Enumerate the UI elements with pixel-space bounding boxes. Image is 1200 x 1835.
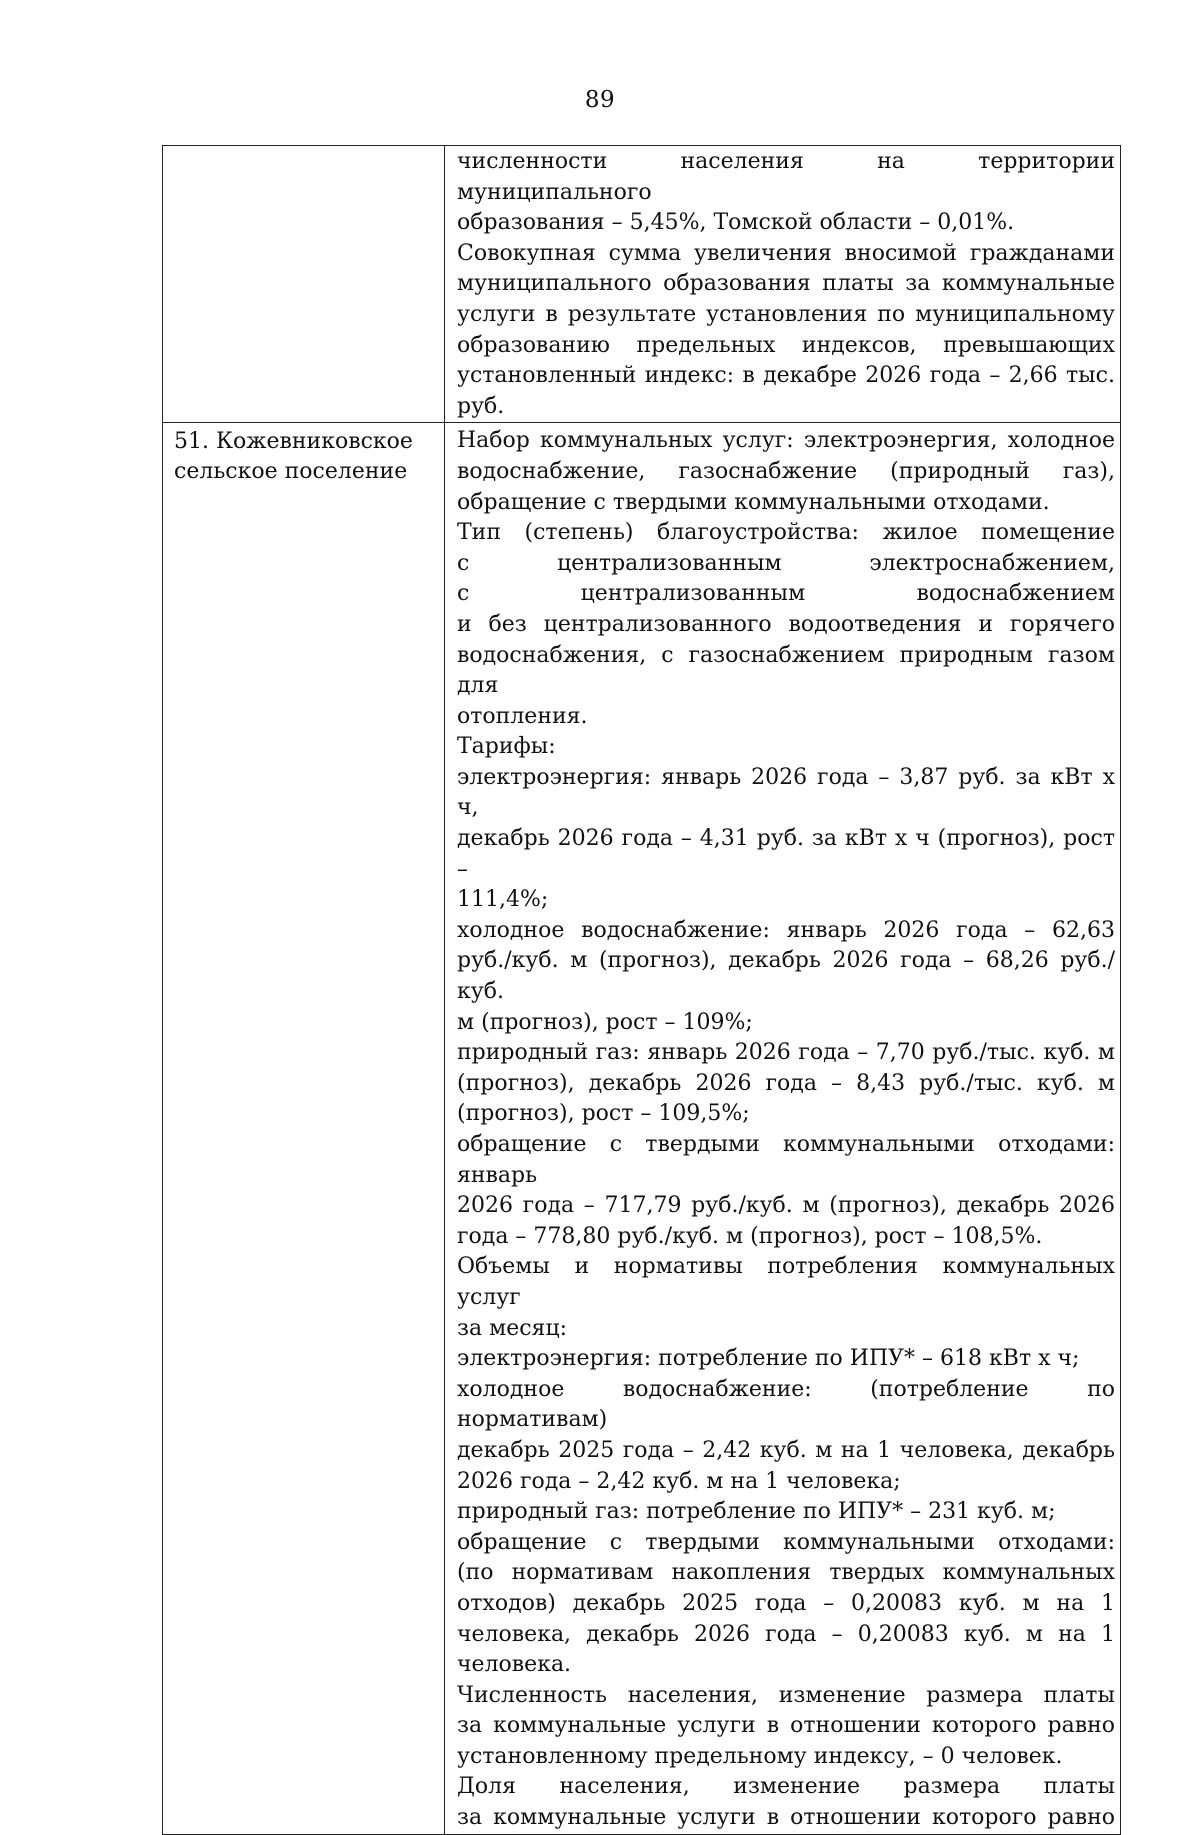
text-line: водоснабжение, газоснабжение (природный газ), (457, 458, 1115, 484)
text-line: Численность населения, изменение размера платы (457, 1682, 1115, 1708)
text-line: холодное водоснабжение: (потребление по нормативам) (457, 1376, 1115, 1433)
text-line: холодное водоснабжение: январь 2026 года – 62,63 (457, 917, 1115, 943)
description-cell (445, 423, 1121, 1834)
text-line: природный газ: январь 2026 года – 7,70 руб./тыс. куб. м (457, 1040, 1115, 1066)
description-cell (445, 146, 1121, 423)
municipality-name-line: сельское поселение (174, 459, 408, 485)
text-line: (по нормативам накопления твердых коммунальных (457, 1560, 1115, 1586)
text-line: образования – 5,45%, Томской области – 0,01%. (457, 210, 1015, 236)
text-line: отопления. (457, 703, 588, 729)
page-number: 89 (584, 87, 616, 113)
text-line: отходов) декабрь 2025 года – 0,20083 куб. м на 1 (457, 1590, 1115, 1616)
text-line: м (прогноз), рост – 109%; (457, 1009, 753, 1035)
tariff-table (162, 145, 1121, 1835)
text-line: установленному предельному индексу, – 0 человек. (457, 1743, 1063, 1769)
text-line: Тарифы: (457, 734, 556, 760)
text-line: Набор коммунальных услуг: электроэнергия, холодное (457, 428, 1115, 454)
table-row (163, 423, 1121, 1834)
text-line: численности населения на территории муниципального (457, 149, 1115, 205)
text-line: человека. (457, 1652, 572, 1678)
text-line: человека, декабрь 2026 года – 0,20083 куб. м на 1 (457, 1621, 1115, 1647)
text-line: (прогноз), декабрь 2026 года – 8,43 руб./тыс. куб. м (457, 1070, 1115, 1096)
text-line: электроэнергия: январь 2026 года – 3,87 руб. за кВт х ч, (457, 764, 1115, 821)
text-line: декабрь 2025 года – 2,42 куб. м на 1 человека, декабрь (457, 1437, 1115, 1463)
text-line: и без централизованного водоотведения и горячего (457, 611, 1115, 637)
text-line: 111,4%; (457, 887, 549, 913)
text-line: за коммунальные услуги в отношении которого равно (457, 1805, 1115, 1831)
text-line: обращение с твердыми коммунальными отходами. (457, 489, 1050, 515)
text-line: водоснабжения, с газоснабжением природным газом для (457, 642, 1115, 699)
text-line: природный газ: потребление по ИПУ* – 231 куб. м; (457, 1499, 1056, 1525)
text-line: Доля населения, изменение размера платы (457, 1774, 1115, 1800)
text-line: Совокупная сумма увеличения вносимой гражданами (457, 240, 1115, 266)
municipality-cell (163, 146, 445, 423)
text-line: 2026 года – 2,42 куб. м на 1 человека; (457, 1468, 901, 1494)
text-line: электроэнергия: потребление по ИПУ* – 618 кВт х ч; (457, 1346, 1080, 1372)
text-line: Объемы и нормативы потребления коммунальных услуг (457, 1254, 1115, 1310)
text-line: декабрь 2026 года – 4,31 руб. за кВт х ч (прогноз), рост – (457, 826, 1115, 882)
text-line: 2026 года – 717,79 руб./куб. м (прогноз), декабрь 2026 (457, 1193, 1115, 1219)
table-row (163, 146, 1121, 423)
text-line: с централизованным электроснабжением, (457, 550, 1115, 576)
text-line: за месяц: (457, 1315, 567, 1341)
municipality-name-line: 51. Кожевниковское (174, 429, 413, 455)
text-line: муниципального образования платы за коммунальные (457, 271, 1115, 297)
text-line: с централизованным водоснабжением (457, 581, 1115, 607)
text-line: руб./куб. м (прогноз), декабрь 2026 года – 68,26 руб./куб. (457, 948, 1115, 1005)
text-line: установленный индекс: в декабре 2026 года – 2,66 тыс. (457, 363, 1115, 389)
text-line: обращение с твердыми коммунальными отходами: январь (457, 1132, 1115, 1188)
text-line: обращение с твердыми коммунальными отходами: (457, 1529, 1115, 1555)
text-line: услуги в результате установления по муниципальному (457, 301, 1115, 327)
text-line: за коммунальные услуги в отношении которого равно (457, 1713, 1115, 1739)
text-line: года – 778,80 руб./куб. м (прогноз), рост – 108,5%. (457, 1223, 1043, 1249)
text-line: Тип (степень) благоустройства: жилое помещение (457, 520, 1115, 546)
municipality-cell (163, 423, 445, 1834)
text-line: образованию предельных индексов, превышающих (457, 332, 1115, 358)
text-line: (прогноз), рост – 109,5%; (457, 1101, 750, 1127)
text-line: руб. (457, 393, 505, 419)
